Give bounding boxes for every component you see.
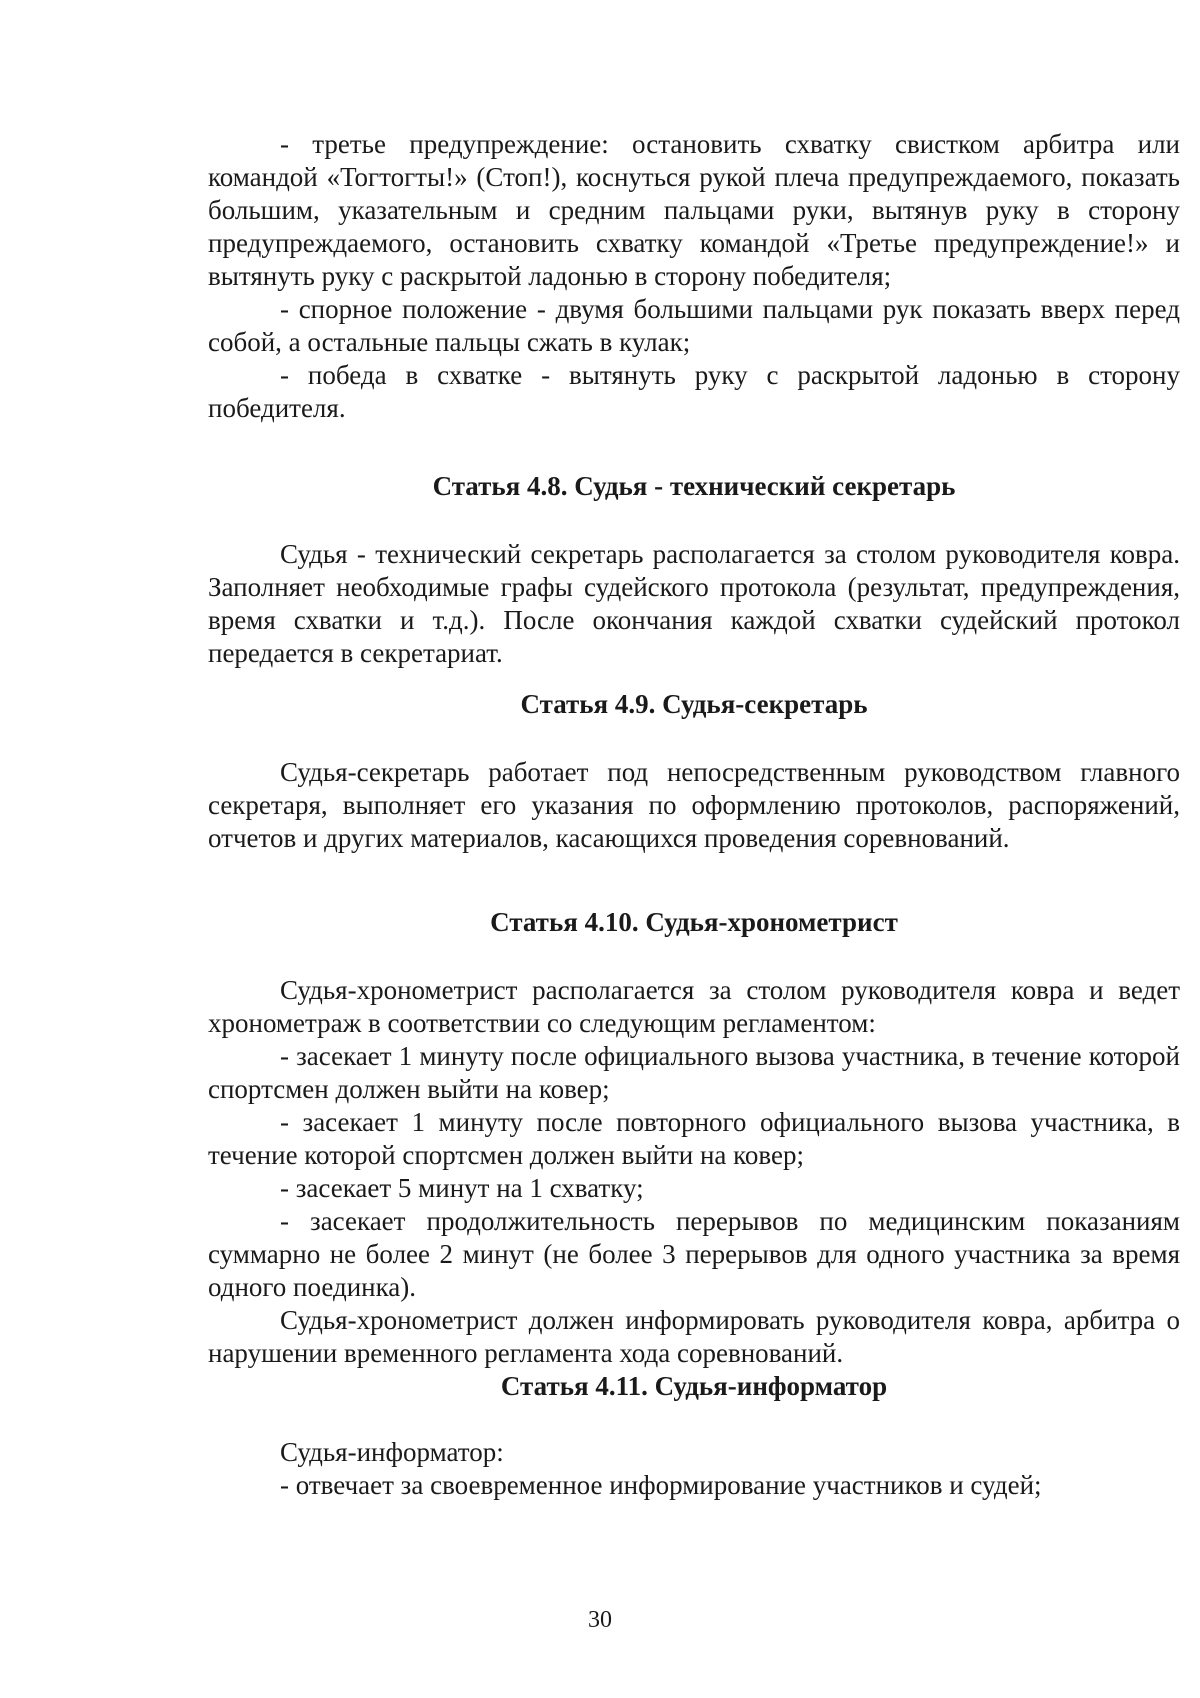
article-4-11-heading: Статья 4.11. Судья-информатор bbox=[500, 1371, 888, 1401]
article-4-8-paragraph: Судья - технический секретарь располагается за столом руководителя ковра. Заполняет необходимые графы судейского протокола (результат, предупреждения, время схватки и т.д.). После окончания каждой схватки судейский протокол передается в секретариат. bbox=[208, 539, 1180, 668]
article-4-10-paragraph-medical-breaks: - засекает продолжительность перерывов по медицинским показаниям суммарно не более 2 минут (не более 3 перерывов для одного участника за время одного поединка). bbox=[208, 1206, 1180, 1302]
article-4-8-heading: Статья 4.8. Судья - технический секретарь bbox=[432, 471, 956, 501]
article-4-10-paragraph-inform: Судья-хронометрист должен информировать руководителя ковра, арбитра о нарушении временного регламента хода соревнований. bbox=[208, 1305, 1180, 1368]
article-4-9-paragraph: Судья-секретарь работает под непосредственным руководством главного секретаря, выполняет его указания по оформлению протоколов, распоряжений, отчетов и других материалов, касающихся проведения соревнований. bbox=[208, 757, 1180, 853]
article-4-8-body bbox=[208, 538, 1180, 670]
article-4-10-paragraph-first-call: - засекает 1 минуту после официального вызова участника, в течение которой спортсмен должен выйти на ковер; bbox=[208, 1041, 1180, 1104]
article-4-11-body bbox=[208, 1436, 1180, 1502]
article-4-10-body bbox=[208, 974, 1180, 1370]
paragraph-third-warning: - третье предупреждение: остановить схватку свистком арбитра или командой «Тогтогты!» (Стоп!), коснуться рукой плеча предупреждаемого, показать большим, указательным и средним пальцами руки, вытянув руку в сторону предупреждаемого, остановить схватку командой «Третье предупреждение!» и вытянуть руку с раскрытой ладонью в сторону победителя; bbox=[208, 129, 1180, 291]
article-4-11-paragraph-duty: - отвечает за своевременное информирование участников и судей; bbox=[280, 1470, 1042, 1500]
paragraph-disputed-position: - спорное положение - двумя большими пальцами рук показать вверх перед собой, а остальные пальцы сжать в кулак; bbox=[208, 294, 1180, 357]
intro-list bbox=[208, 128, 1180, 425]
article-4-10-heading: Статья 4.10. Судья-хронометрист bbox=[490, 907, 898, 937]
article-4-9-body bbox=[208, 756, 1180, 855]
article-4-9-heading: Статья 4.9. Судья-секретарь bbox=[520, 689, 868, 719]
article-4-10-paragraph-intro: Судья-хронометрист располагается за столом руководителя ковра и ведет хронометраж в соответствии со следующим регламентом: bbox=[208, 975, 1180, 1038]
article-4-10-paragraph-bout-time: - засекает 5 минут на 1 схватку; bbox=[280, 1173, 644, 1203]
page-number: 30 bbox=[588, 1607, 612, 1633]
article-4-10-paragraph-repeat-call: - засекает 1 минуту после повторного официального вызова участника, в течение которой спортсмен должен выйти на ковер; bbox=[208, 1107, 1180, 1170]
article-4-11-paragraph-title: Судья-информатор: bbox=[280, 1437, 504, 1467]
paragraph-victory: - победа в схватке - вытянуть руку с раскрытой ладонью в сторону победителя. bbox=[208, 360, 1180, 423]
